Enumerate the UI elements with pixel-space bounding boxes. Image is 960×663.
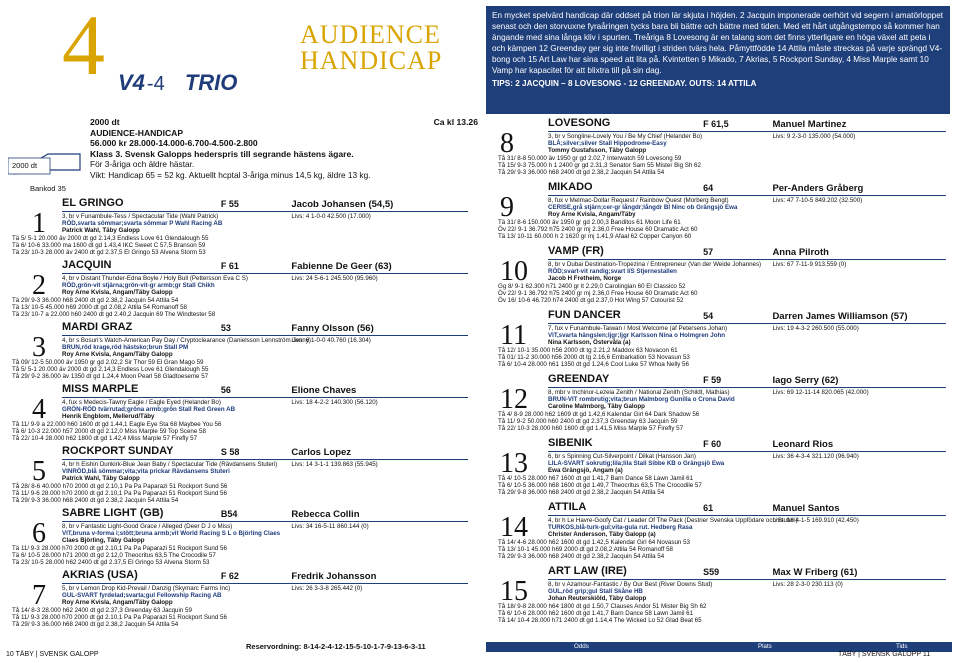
horse-owner-colors: GUL-SVART fyrdelad;svarta;gul Fellowship Racing AB xyxy=(62,592,222,599)
tips-text: TIPS: 2 JACQUIN – 8 LOVESONG - 12 GREENDAY. OUTS: 14 ATTILA xyxy=(492,79,757,88)
horse-jockey: Fabienne De Geer (63) xyxy=(291,261,392,272)
horse-race-line: Tå 13/ 10-1 45.000 h69 2000 dt gd 2.08,2 Attila 54 Romanoff 58 xyxy=(498,546,673,553)
horse-entry xyxy=(486,245,948,310)
horse-race-line: Gg 8/ 9-1 62.300 h71 2400 gr lt 2.29,0 Carolingian 60 El Classico 52 xyxy=(498,283,686,290)
horse-race-line: Tå 18/ 9-8 28.000 h64 1800 dt gd 1.50,7 Clauses Andor 51 Mister Big Sh 62 xyxy=(498,603,707,610)
horse-jockey: Fanny Olsson (56) xyxy=(291,323,374,334)
horse-entry xyxy=(0,259,470,322)
horse-number: 9 xyxy=(500,192,514,223)
horse-pedigree: 4, br h Eishin Dunkirk-Blue Jean Baby / Spectacular Tide (Rävdansens Stuteri) xyxy=(62,461,278,468)
horse-owner-colors: LILA-SVART sokrutig;lila;lila Stall Sibbe KB o Grängsjö Ewa xyxy=(548,460,725,467)
v4-logo: V4 xyxy=(118,70,145,95)
horse-name: ATTILA xyxy=(548,501,587,513)
horse-race-line: Tå 29/ 9-2 36.000 äv 1350 dt gd 1.24,4 Moon Pearl 58 Gladtoeseme 57 xyxy=(12,373,209,380)
horse-divider xyxy=(62,521,468,522)
horse-race-line: Tå 22/ 10-4 28.000 h62 1800 dt gd 1.42,4 Miss Marple 57 Firefly 57 xyxy=(12,435,198,442)
horse-pedigree: 8, mbr v Inchinor-Lezeia Zenith / National Zenith (Schildt, Mathias) xyxy=(548,389,730,396)
horse-race-line: Tä 23/ 10-3 28.000 äv 2400 dt gd 2.37,5 El Gringo 53 Alvena Storm 53 xyxy=(12,249,206,256)
horse-pedigree: 8, br v Azamour-Fantastic / By Our Best (River Downs Stud) xyxy=(548,581,713,588)
race-class: Klass 3. Svensk Galopps hederspris till segrande hästens ägare. xyxy=(90,148,354,159)
horse-trainer: Henrik Engblom, Mellerud/Täby xyxy=(62,413,155,420)
horse-number: 4 xyxy=(32,394,46,425)
horse-pedigree: 5, br v Lemon Drop Kid-Prevail / Danzig (Skymarc Farms Inc) xyxy=(62,585,231,592)
race-prizes: 56.000 kr 28.000-14.000-6.700-4.500-2.800 xyxy=(90,138,258,148)
race-title xyxy=(300,22,442,74)
horse-divider xyxy=(62,273,468,274)
horse-jockey: Iago Serry (62) xyxy=(772,375,839,386)
horse-owner-colors: GUL,röd grip;gul Stall Skåne HB xyxy=(548,588,643,595)
horse-number: 1 xyxy=(32,208,46,239)
horse-race-line: Tä 11/ 9-3 28.000 h70 2000 dt gd 2.10,1 Pa Pa Paparazi 51 Rockport Sund 56 xyxy=(12,545,227,552)
trio-logo: TRIO xyxy=(184,70,238,95)
intro-text: En mycket spelvärd handicap där oddset på trion lär skjuta i höjden. 2 Jacquin imponerade oerhört vid segern i amatörloppet senast och den storvuxne fyraåringen tycks bara bli bättre och bättre med tiden. Med ett hårt utgångstempo så kommer han ängande med sina långa kliv i spurten. Treåriga 8 Lovesong är en talang som det finns ytterligare en höga växel att peta i och kämpen 12 Greenday ger sig inte frivilligt i striden tvärs hela. Påmyttfödde 14 Attila måste streckas på varje sprängd V4-bong och 15 Art Law har sina speed att lita på. Kvintetten 9 Mikado, 7 Akrias, 5 Rockport Sunday, 4 Miss Marple samt 10 Vamp har kapacitet för att blixtra till på sin dag. xyxy=(492,11,944,75)
horse-number: 15 xyxy=(500,576,528,607)
horse-race-line: Tå 5/ 5-1 20.000 äv 2000 dt gd 2.14,3 Endless Love 61 Glendalough 55 xyxy=(12,366,209,373)
horse-pedigree: 7, fux v Funambule-Taiwan / Most Welcome (af Petersens Johan) xyxy=(548,325,728,332)
horse-race-line: Tä 13/ 10-5 45.000 h69 2000 dt gd 2.08,2 Attila 54 Romanoff 58 xyxy=(12,304,187,311)
horse-entry xyxy=(0,197,470,260)
horse-pedigree: 8, br v Dubai Destination-Tropezina / Entrepreneur (Van der Weide Johannes) xyxy=(548,261,762,268)
horse-number: 13 xyxy=(500,448,528,479)
horse-race-line: Tå 12/ 10-1 35.000 h56 2000 dt tg 2.21,2 Maddox 63 Novacon 61 xyxy=(498,347,678,354)
horse-jockey: Max W Friberg (61) xyxy=(772,567,858,578)
horse-list-left xyxy=(0,197,478,640)
horse-category: F 61 xyxy=(220,261,239,271)
horse-jockey: Fredrik Johansson xyxy=(291,571,377,582)
horse-trainer: Johan Reuterskiöld, Täby Galopp xyxy=(548,595,647,602)
horse-trainer: Roy Arne Kvisla, Angam/Täby xyxy=(548,211,636,218)
horse-owner-colors: GRÖN-RÖD tvärrutad;gröna armb;grön Stall Red Green AB xyxy=(62,406,236,413)
horse-category: F 61,5 xyxy=(703,119,729,129)
horse-category: S59 xyxy=(703,567,720,577)
race-title-line2: HANDICAP xyxy=(300,46,443,75)
horse-race-line: Tå 11/ 9-6 28.000 h70 2000 dt gd 2.10,1 Pa Pa Paparazi 51 Rockport Sund 56 xyxy=(12,490,227,497)
horse-pedigree: 4, fux s Medecis-Tawny Eagle / Eagle Eyed (Helander Bo) xyxy=(62,399,221,406)
horse-divider xyxy=(62,335,468,336)
horse-race-line: Tå 11/ 9-9 a 22.000 h60 1600 dt gd 1.44,1 Eagle Eye Sta 68 Maybee You 56 xyxy=(12,421,222,428)
horse-owner-colors: VINRÖD,blå sömmar;vita;vita prickar Rävdansens Stuteri xyxy=(62,468,230,475)
horse-number: 6 xyxy=(32,518,46,549)
horse-jockey: Carlos Lopez xyxy=(291,447,352,458)
horse-pedigree: 4, br v Distant Thunder-Edna Boyle / Holy Bull (Pettersson Eva C S) xyxy=(62,275,248,282)
intro-box xyxy=(486,6,950,114)
horse-divider xyxy=(62,397,468,398)
horse-pedigree: 4, br s Bosun's Watch-American Pay Day / Cryptoclearance (Danielsson Lennström Jenny) xyxy=(62,337,311,344)
horse-trainer: Jacob H Fretheim, Norge xyxy=(548,275,622,282)
horse-race-line: Tå 01/ 11-2 30.000 h56 2000 dt tg 2.16,6 Embarkation 53 Novasun 53 xyxy=(498,354,690,361)
horse-trainer: Caroline Malmborg, Täby Galopp xyxy=(548,403,645,410)
horse-race-line: Tå 28/ 8-6 40.000 h70 2000 dt gd 2.10,1 Pa Pa Paparazi 51 Rockport Sund 56 xyxy=(12,483,228,490)
horse-stats: Livs: 4 1-0-0 42.500 (17.000) xyxy=(291,213,371,220)
horse-race-line: Tä 23/ 10-5 28.000 h62 2400 dt gd 2.37,5 El Gringo 53 Alvena Storm 53 xyxy=(12,559,210,566)
horse-category: F 60 xyxy=(703,439,722,449)
horse-pedigree: 4, br h Le Havre-Goofy Cat / Leader Of The Pack (Destrier Svenska Uppfödare och Stuteri) xyxy=(548,517,798,524)
horse-jockey: Jacob Johansen (54,5) xyxy=(291,199,394,210)
horse-entry xyxy=(0,383,470,446)
horse-jockey: Darren James Williamson (57) xyxy=(772,311,908,322)
horse-entry xyxy=(0,507,470,570)
horse-stats: Livs: 14 3-1-1 139.863 (55.945) xyxy=(291,461,378,468)
track-name-label: Bankod 35 xyxy=(30,184,66,193)
horse-divider xyxy=(548,515,946,516)
horse-race-line: Tå 29/ 9-3 36.000 h68 2400 dt gd 2.38,2 Jacquin 54 Attila 54 xyxy=(498,553,665,560)
horse-jockey: Manuel Santos xyxy=(772,503,840,514)
horse-number: 8 xyxy=(500,128,514,159)
horse-pedigree: 3, br v Songline-Lovely You / Be My Chief (Helander Bo) xyxy=(548,133,703,140)
horse-trainer: Claes Björling, Täby Galopp xyxy=(62,537,145,544)
horse-race-line: Tå 29/ 9-3 36.000 h68 2400 dt gd 2.38,2 Jacquin 54 Attila 54 xyxy=(12,497,179,504)
horse-race-line: Tå 4/ 8-9 28.000 h62 1609 dt gd 1.42,6 Kalendar Girl 64 Dark Shadow 56 xyxy=(498,411,700,418)
bet-type-logos xyxy=(118,70,237,96)
horse-race-line: Tå 14/ 8-3 28.000 h62 2400 dt gd 2.37,3 Greenday 63 Jacquin 59 xyxy=(12,607,192,614)
horse-race-line: Tå 11/ 9-3 28.000 h70 2000 dt gd 2.10,1 Pa Pa Paparazi 51 Rockport Sund 56 xyxy=(12,614,227,621)
horse-owner-colors: BLÅ;silver;silver Stall Hippodrome-Easy xyxy=(548,140,667,147)
horse-race-line: Tå 6/ 10-6 28.000 h62 1600 dt gd 1.41,7 Barn Dance 58 Lawn Jamil 61 xyxy=(498,610,694,617)
horse-jockey: Manuel Martinez xyxy=(772,119,847,130)
horse-race-line: Öv 22/ 9-1 36.792 h75 2400 gr mj 2.36,0 Free House 60 Dramatic Act 60 xyxy=(498,226,698,233)
horse-name: GREENDAY xyxy=(548,373,610,385)
horse-trainer: Roy Arne Kvisla, Angam/Täby Galopp xyxy=(62,599,173,606)
horse-pedigree: 6, br s Spinning Cut-Silverpoint / Dilkat (Hansson Jan) xyxy=(548,453,696,460)
horse-name: MIKADO xyxy=(548,181,593,193)
horse-divider xyxy=(62,583,468,584)
reservation-order: Reservordning: 8-14-2-4-12-15-5-10-1-7-9-13-6-3-11 xyxy=(246,642,426,651)
horse-divider xyxy=(62,459,468,460)
horse-race-line: Tå 14/ 10-4 28.000 h71 2400 dt gd 1.14,4 The Wicked Lo 52 Glad Beat 65 xyxy=(498,617,702,624)
horse-name: ART LAW (IRE) xyxy=(548,565,627,577)
horse-number: 10 xyxy=(500,256,528,287)
horse-divider xyxy=(548,451,946,452)
race-start-time: Ca kl 13.26 xyxy=(433,117,478,127)
horse-name: LOVESONG xyxy=(548,117,611,129)
race-info xyxy=(90,117,478,180)
horse-race-line: Tå 31/ 8-8 50.000 äv 1950 gr gd 2.02,7 Interwatch 59 Lovesong 59 xyxy=(498,155,682,162)
horse-entry xyxy=(486,181,948,246)
horse-name: MISS MARPLE xyxy=(62,383,139,395)
horse-name: VAMP (FR) xyxy=(548,245,604,257)
horse-owner-colors: RÖD;svart-vit randig;svart I/S Stjernestallen xyxy=(548,268,677,275)
horse-divider xyxy=(548,259,946,260)
footer-right: TÄBY | SVENSK GALOPP 11 xyxy=(838,651,931,658)
horse-owner-colors: VIT,svarta hängslen;ljgr;ljgr Karlsson Nina o Holmgren John xyxy=(548,332,726,339)
horse-pedigree: 3, br v Funambule-Tess / Spectacular Tide (Wahl Patrick) xyxy=(62,213,219,220)
horse-owner-colors: BRUN,röd krage,röd hästsko;brun Stall PM xyxy=(62,344,189,351)
horse-number: 2 xyxy=(32,270,46,301)
horse-entry xyxy=(486,373,948,438)
horse-owner-colors: BRUN-VIT rombrutig;vita;brun Malmborg Gunilla o Crona David xyxy=(548,396,735,403)
horse-category: B54 xyxy=(220,509,238,519)
horse-race-line: Tä 31/ 8-6 150.000 äv 1950 gr gd 2.00,3 Banditos 61 Moon Life 61 xyxy=(498,219,681,226)
horse-race-line: Tå 29/ 9-3 36.000 h68 2400 dt gd 2.38,2 Jacquin 54 Attila 54 xyxy=(498,169,665,176)
horse-entry xyxy=(486,565,948,630)
horse-jockey: Per-Anders Gråberg xyxy=(772,183,864,194)
horse-owner-colors: TURKOS,blå-turk-gul;vita-gula rut. Hedberg Rasa xyxy=(548,524,693,531)
horse-pedigree: 8, fux v Melmac-Dollar Request / Rainbow Quest (Morberg Bengt) xyxy=(548,197,729,204)
race-weights: Vikt: Handicap 65 = 52 kg. Aktuellt hcptal 3-åriga minus 14,5 kg, äldre 13 kg. xyxy=(90,169,371,180)
race-name: AUDIENCE-HANDICAP xyxy=(90,127,184,138)
horse-race-line: Tå 29/ 9-8 36.000 h68 2400 dt gd 2.38,2 Jacquin 54 Attila 54 xyxy=(498,489,665,496)
horse-race-line: Tä 6/ 10-6 33.000 ma 1600 dt gd 1.43,4 IKC Sweet C 57,5 Branson 59 xyxy=(12,242,206,249)
horse-trainer: Nina Karlsson, Östervåla (a) xyxy=(548,339,631,346)
horse-race-line: Tå 14/ 4-6 28.000 h62 1600 dt gd 1.42,5 Kalendar Girl 64 Novasun 53 xyxy=(498,539,690,546)
horse-race-line: Tä 5/ 5-1 20.000 äv 2000 dt gd 2.14,3 Endless Love 61 Glendalough 55 xyxy=(12,235,209,242)
horse-entry xyxy=(486,437,948,502)
horse-number: 12 xyxy=(500,384,528,415)
horse-stats: Livs: 67 7-11-9 913.559 (0) xyxy=(772,261,847,268)
horse-pedigree: 8, br v Fantastic Light-Good Grace / Alleged (Deer D J o Miss) xyxy=(62,523,233,530)
horse-trainer: Roy Arne Kvisla, Angam/Täby Galopp xyxy=(62,289,173,296)
horse-race-line: Tå 6/ 10-3 22.000 h57 2000 dt gd 2.12,0 Miss Marple 59 Top Scene 58 xyxy=(12,428,206,435)
horse-entry xyxy=(486,117,948,182)
horse-category: 53 xyxy=(220,323,231,333)
tids-header: Tids xyxy=(896,643,908,650)
horse-category: F 55 xyxy=(220,199,239,209)
horse-name: FUN DANCER xyxy=(548,309,621,321)
horse-jockey: Rebecca Collin xyxy=(291,509,360,520)
horse-category: F 62 xyxy=(220,571,239,581)
horse-race-line: Tå 22/ 10-3 28.000 h60 1600 dt gd 1.41,5 Miss Marple 57 Firefly 57 xyxy=(498,425,684,432)
horse-stats: Livs: 16 4-1-5 169.910 (42.450) xyxy=(772,517,859,524)
horse-race-line: Tä 6/ 10-5 28.000 h71 2000 dt gd 2.12,0 Theocritus 63,5 The Crocodile 57 xyxy=(12,552,216,559)
horse-race-line: Tä 13/ 10-11 60.000 h 2 1620 gr mj 1.41,9 Afaal 62 Copper Canyon 60 xyxy=(498,233,692,240)
horse-trainer: Patrick Wahl, Täby Galopp xyxy=(62,475,140,482)
horse-category: 56 xyxy=(220,385,231,395)
footer-left: 10 TÄBY | SVENSK GALOPP xyxy=(6,651,99,658)
track-diagram xyxy=(8,140,86,200)
horse-name: JACQUIN xyxy=(62,259,112,271)
horse-divider xyxy=(548,323,946,324)
horse-race-line: Tå 6/ 10-4 28.000 h61 1350 dt gd 1.24,6 Cool Luke 57 Whoa Nelly 56 xyxy=(498,361,689,368)
horse-owner-colors: VIT,bruna v-forma i;stött;bruna armb;vit World Racing S L o Björling Claes xyxy=(62,530,281,537)
horse-stats: Livs: 28 2-3-0 230.113 (0) xyxy=(772,581,843,588)
horse-jockey: Elione Chaves xyxy=(291,385,357,396)
horse-entry xyxy=(486,309,948,374)
horse-stats: Livs: 18 4-2-2 140.300 (56.120) xyxy=(291,399,378,406)
horse-jockey: Leonard Rios xyxy=(772,439,834,450)
horse-race-line: Tå 29/ 9-3 36.000 h68 2400 dt gd 2.38,2 Jacquin 54 Attila 54 xyxy=(12,621,179,628)
horse-entry xyxy=(0,445,470,508)
horse-race-line: Tä 23/ 10-7 a 22.000 h60 2400 dt gd 2.40,2 Jacquin 69 The Windtester 58 xyxy=(12,311,216,318)
horse-race-line: Tä 29/ 9-3 36.000 h68 2400 dt gd 2.38,2 Jacquin 54 Attila 54 xyxy=(12,297,179,304)
horse-divider xyxy=(548,387,946,388)
horse-jockey: Anna Pilroth xyxy=(772,247,829,258)
horse-owner-colors: RÖD,svarta sömmar;svarta sömmar P Wahl Racing AB xyxy=(62,220,223,227)
horse-entry xyxy=(0,321,470,384)
horse-category: 61 xyxy=(703,503,714,513)
horse-entry xyxy=(486,501,948,566)
horse-race-line: Tå 15/ 9-3 75.000 h 1 2400 gr gd 2.31,3 Senator Sam 55 Mister Big Sh 62 xyxy=(498,162,701,169)
horse-name: AKRIAS (USA) xyxy=(62,569,138,581)
horse-number: 5 xyxy=(32,456,46,487)
horse-category: 64 xyxy=(703,183,714,193)
track-distance-label: 2000 dt xyxy=(12,161,38,170)
horse-trainer: Ewa Grängsjö, Angam (a) xyxy=(548,467,623,474)
horse-number: 7 xyxy=(32,580,46,611)
horse-name: MARDI GRAZ xyxy=(62,321,133,333)
horse-divider xyxy=(548,579,946,580)
horse-stats: Livs: 69 12-11-14 820.065 (42.000) xyxy=(772,389,869,396)
horse-name: SIBENIK xyxy=(548,437,593,449)
horse-stats: Livs: 19 4-3-2 260.500 (55.000) xyxy=(772,325,859,332)
horse-stats: Livs: 34 16-5-11 860.144 (0) xyxy=(291,523,369,530)
horse-trainer: Patrick Wahl, Täby Galopp xyxy=(62,227,140,234)
v4-leg: -4 xyxy=(146,73,165,95)
horse-divider xyxy=(62,211,468,212)
horse-race-line: Öv 22/ 9-1 36.792 h75 2400 gr mj 2.36,0 Free House 60 Dramatic Act 60 xyxy=(498,290,698,297)
horse-stats: Livs: 9 2-3-0 135.000 (54.000) xyxy=(772,133,856,140)
horse-number: 11 xyxy=(500,320,527,351)
horse-trainer: Christer Andersson, Täby Galopp (a) xyxy=(548,531,656,538)
horse-race-line: Tå 09/ 12-5 50.000 äv 1950 gr gd 2.02,2 Sir Thor 59 El Gran Mago 59 xyxy=(12,359,204,366)
horse-stats: Livs: 47 7-10-5 849.202 (32.500) xyxy=(772,197,863,204)
horse-stats: Livs: 36 4-3-4 321.120 (96.940) xyxy=(772,453,859,460)
horse-category: F 59 xyxy=(703,375,722,385)
horse-race-line: Öv 16/ 10-6 46.720 h74 2400 dt gd 2.37,0 Hot Wing 57 Colourist 52 xyxy=(498,297,684,304)
page-race-number: 4 xyxy=(62,0,105,93)
horse-stats: Livs: 24 5-6-1 245.500 (95.960) xyxy=(291,275,378,282)
race-distance: 2000 dt xyxy=(90,117,120,127)
horse-category: S 58 xyxy=(220,447,240,457)
horse-list-right xyxy=(486,117,952,640)
horse-race-line: Tå 4/ 10-5 28.000 h67 1600 dt gd 1.41,7 Barn Dance 58 Lawn Jamil 61 xyxy=(498,475,694,482)
horse-stats: Livs: 6 1-0-0 40.760 (16.304) xyxy=(291,337,371,344)
horse-trainer: Tommy Gustafsson, Täby Galopp xyxy=(548,147,647,154)
horse-name: SABRE LIGHT (GB) xyxy=(62,507,164,519)
horse-divider xyxy=(548,195,946,196)
horse-owner-colors: RÖD,grön-vit stjärna;grön-vit-gr armb;gr Stall Chikh xyxy=(62,282,215,289)
horse-category: 57 xyxy=(703,247,714,257)
horse-trainer: Roy Arne Kvisla, Angam/Täby Galopp xyxy=(62,351,173,358)
odds-header: Odds xyxy=(574,643,589,650)
horse-entry xyxy=(0,569,470,632)
horse-race-line: Tå 6/ 10-5 36.000 h68 1600 dt gd 1.49,7 Theocritus 63,5 The Crocodile 57 xyxy=(498,482,702,489)
race-age: För 3-åriga och äldre hästar. xyxy=(90,159,195,169)
plats-header: Plats xyxy=(758,643,772,650)
horse-number: 14 xyxy=(500,512,528,543)
horse-category: 54 xyxy=(703,311,714,321)
horse-stats: Livs: 26 3-3-8 265.442 (0) xyxy=(291,585,363,592)
horse-divider xyxy=(548,131,946,132)
race-title-line1: AUDIENCE xyxy=(300,20,441,49)
horse-race-line: Tå 11/ 9-2 50.000 h60 2400 dt gd 2.37,3 Greenday 63 Jacquin 59 xyxy=(498,418,678,425)
horse-name: EL GRINGO xyxy=(62,197,124,209)
horse-owner-colors: CERISE,grå stjärn;cer-gr långdr;långdr Bl Ninc ob Grängsjö Ewa xyxy=(548,204,738,211)
horse-name: ROCKPORT SUNDAY xyxy=(62,445,174,457)
horse-number: 3 xyxy=(32,332,46,363)
